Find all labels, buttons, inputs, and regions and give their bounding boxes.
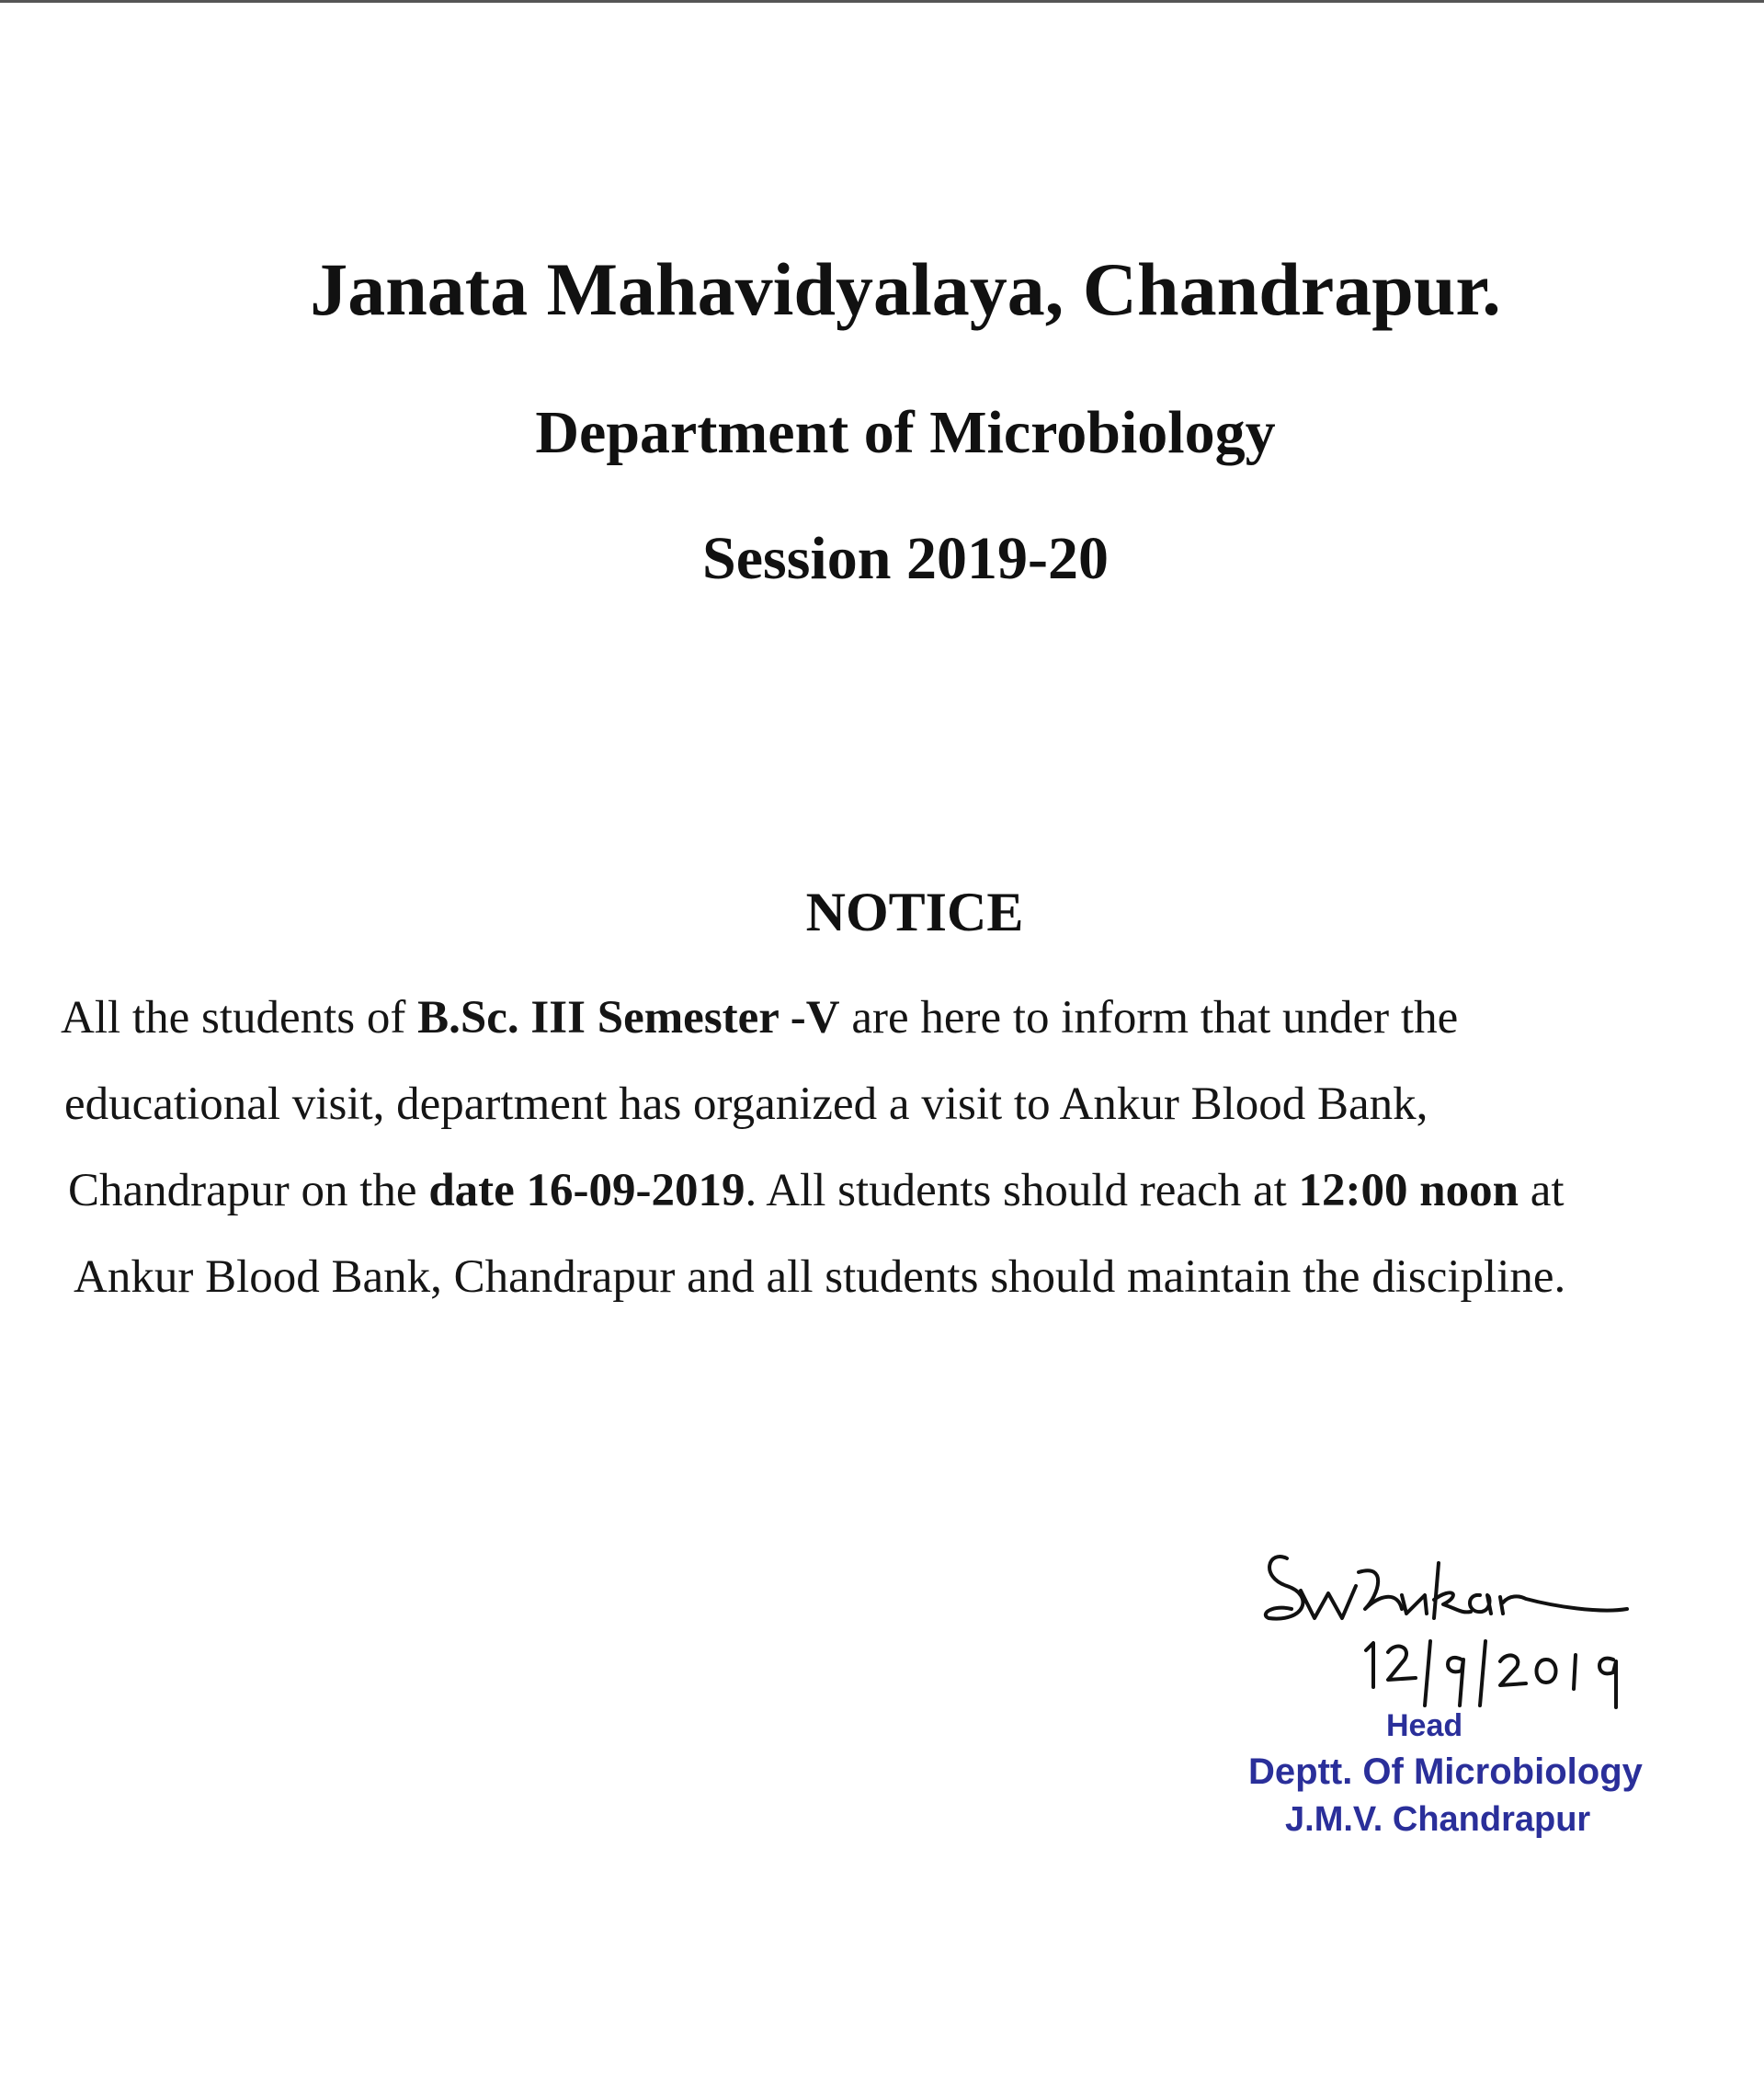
stamp-head: Head <box>1386 1708 1463 1743</box>
text-span: at <box>1518 1165 1565 1216</box>
notice-line-2 <box>64 1078 1428 1131</box>
text-span: educational visit, department has organized a visit to Ankur Blood Bank, <box>64 1078 1428 1130</box>
text-span: are here to inform that under the <box>839 992 1459 1044</box>
stamp-place: J.M.V. Chandrapur <box>1285 1800 1591 1839</box>
text-span: All the students of <box>61 992 418 1044</box>
department-name: Department of Microbiology <box>535 399 1276 466</box>
text-span: Ankur Blood Bank, Chandrapur and all students should maintain the discipline. <box>74 1251 1566 1303</box>
notice-line-4 <box>74 1250 1565 1304</box>
class-name: B.Sc. III Semester -V <box>417 992 840 1044</box>
notice-line-1 <box>61 991 1458 1044</box>
institution-name: Janata Mahavidyalaya, Chandrapur. <box>310 247 1501 331</box>
notice-line-3 <box>68 1164 1565 1217</box>
notice-title: NOTICE <box>805 882 1024 942</box>
stamp-department: Deptt. Of Microbiology <box>1248 1751 1643 1792</box>
top-border <box>0 0 1764 3</box>
handwritten-signature <box>1250 1522 1673 1724</box>
text-span: . All students should reach at <box>745 1165 1299 1216</box>
visit-time: 12:00 noon <box>1298 1165 1519 1216</box>
session-label: Session 2019-20 <box>702 525 1109 592</box>
text-span: Chandrapur on the <box>68 1165 429 1216</box>
visit-date: date 16-09-2019 <box>428 1165 745 1216</box>
